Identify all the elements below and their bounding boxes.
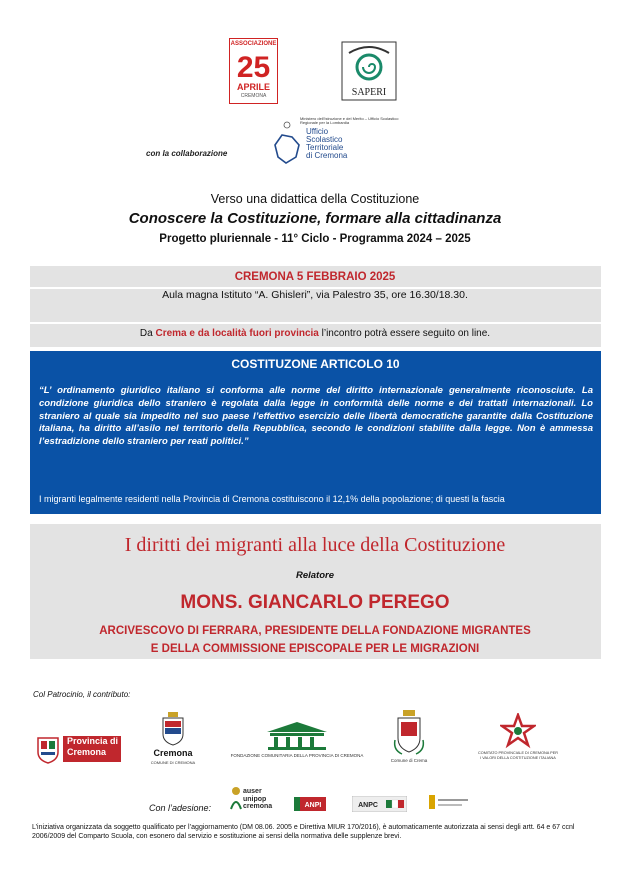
migranti-text: I migranti legalmente residenti nella Provincia di Cremona costituiscono il 12,1% della popolazione; di questi la fascia: [39, 494, 505, 504]
ufficio-name-line4: di Cremona: [306, 151, 348, 160]
association-logo: [427, 793, 473, 813]
fondazione-name: FONDAZIONE COMUNITARIA DELLA PROVINCIA DI CREMONA: [230, 753, 364, 758]
cremona-crest-icon: [161, 712, 185, 746]
relatore-label: Relatore: [295, 570, 334, 581]
subtitle-verso: Verso una didattica della Costituzione: [210, 192, 420, 206]
article-box: [30, 351, 601, 514]
auser-logo: [229, 785, 277, 813]
footer-note: L’iniziativa organizzata da soggetto qualificato per l’aggiornamento (DM 08.06. 2005 e Direttiva MIUR 170/2016), è automaticamente autorizzata ai sensi degli artt. 64 e 67 ccnl 2006/2009 del Comparto Scuola, con esonero dal servizio e sostituzione ai sensi della normativa delle supplenze brevi.: [32, 824, 575, 840]
online-pre: Da: [139, 328, 156, 339]
article-quote: “L’ ordinamento giuridico italiano si conforma alle norme del diritto internazionale generalmente riconosciute. La condizione giuridica dello straniero è regolata dalla legge in conformità delle norme e dei trattati internazionali. Lo straniero al quale sia impedito nel suo paese l’effettivo esercizio delle libertà democratiche garantite dalla Costituzione italiana, ha diritto all’asilo nel territorio della Repubblica, secondo le condizioni stabilite dalla legge. Non è ammessa l’estradizione dello straniero per reati politici.”: [39, 385, 593, 448]
logo-assoc-number: 25: [236, 51, 271, 84]
comitato-star-icon: [500, 713, 536, 749]
divider: [30, 322, 601, 324]
auser-icon: [229, 785, 243, 811]
adesione-label: Con l’adesione:: [149, 803, 212, 813]
logo-assoc-line2: APRILE: [236, 82, 270, 92]
lombardia-map-icon: [272, 121, 302, 167]
page-title: Conoscere la Costituzione, formare alla cittadinanza: [128, 210, 502, 227]
saperi-logo-text: SAPERI: [351, 87, 387, 98]
speaker-name: MONS. GIANCARLO PEREGO: [180, 592, 450, 613]
speaker-role-line2: E DELLA COMMISSIONE EPISCOPALE PER LE MIGRAZIONI: [150, 643, 480, 655]
comune-cremona-name: Cremona: [153, 748, 193, 758]
auser-name: auser unipop cremona: [243, 788, 273, 810]
event-city-date: CREMONA 5 FEBBRAIO 2025: [234, 271, 396, 283]
associazione-25-aprile-logo: [229, 38, 278, 104]
comitato-logo: [478, 713, 558, 763]
ufficio-name-line2: Scolastico: [306, 135, 343, 144]
ufficio-name: [306, 128, 347, 160]
anpi-text: ANPI: [304, 802, 322, 809]
event-online-note: [0, 328, 630, 339]
ufficio-scolastico-logo: [272, 116, 399, 171]
comune-cremona-logo: [143, 712, 203, 770]
anpc-logo: [352, 796, 407, 812]
online-highlight: Crema e da località fuori provincia: [155, 328, 319, 339]
ufficio-small-text: Ministero dell'Istruzione e del Merito – Ufficio Scolastico Regionale per la Lombardia: [300, 116, 399, 125]
comune-crema-name: Comune di Crema: [390, 758, 428, 763]
online-post: l’incontro potrà essere seguito on line.: [318, 328, 491, 339]
logo-assoc-line3: CREMONA: [240, 93, 267, 99]
collaborazione-label: con la collaborazione: [146, 149, 228, 158]
comune-crema-logo: [388, 710, 430, 766]
anpi-logo: [294, 797, 326, 811]
provincia-crest-icon: [35, 734, 61, 764]
saperi-logo: [341, 41, 397, 101]
speaker-role: [0, 622, 630, 658]
provincia-logo: [35, 734, 123, 764]
programma-line: Progetto pluriennale - 11° Ciclo - Programma 2024 – 2025: [159, 233, 471, 245]
crema-crest-icon: [392, 710, 426, 756]
speaker-role-line1: ARCIVESCOVO DI FERRARA, PRESIDENTE DELLA FONDAZIONE MIGRANTES: [99, 625, 531, 637]
ufficio-name-line3: Territoriale: [306, 143, 344, 152]
event-venue: Aula magna Istituto “A. Ghisleri”, via Palestro 35, ore 16.30/18.30.: [162, 289, 468, 301]
patrocinio-label: Col Patrocinio, il contributo:: [33, 690, 131, 699]
talk-title: I diritti dei migranti alla luce della Costituzione: [124, 534, 506, 556]
comitato-name: COMITATO PROVINCIALE DI CREMONA PER I VALORI DELLA COSTITUZIONE ITALIANA: [478, 751, 558, 760]
provincia-label: Provincia di Cremona: [63, 736, 121, 762]
article-title: COSTITUZONE ARTICOLO 10: [231, 357, 400, 371]
comune-cremona-sub: COMUNE DI CREMONA: [150, 760, 196, 765]
fondazione-logo: [222, 720, 372, 764]
anpc-text: ANPC: [358, 802, 378, 809]
ufficio-name-line1: Ufficio: [306, 127, 329, 136]
logo-assoc-line1: ASSOCIAZIONE: [230, 41, 277, 47]
fondazione-building-icon: [262, 720, 332, 750]
